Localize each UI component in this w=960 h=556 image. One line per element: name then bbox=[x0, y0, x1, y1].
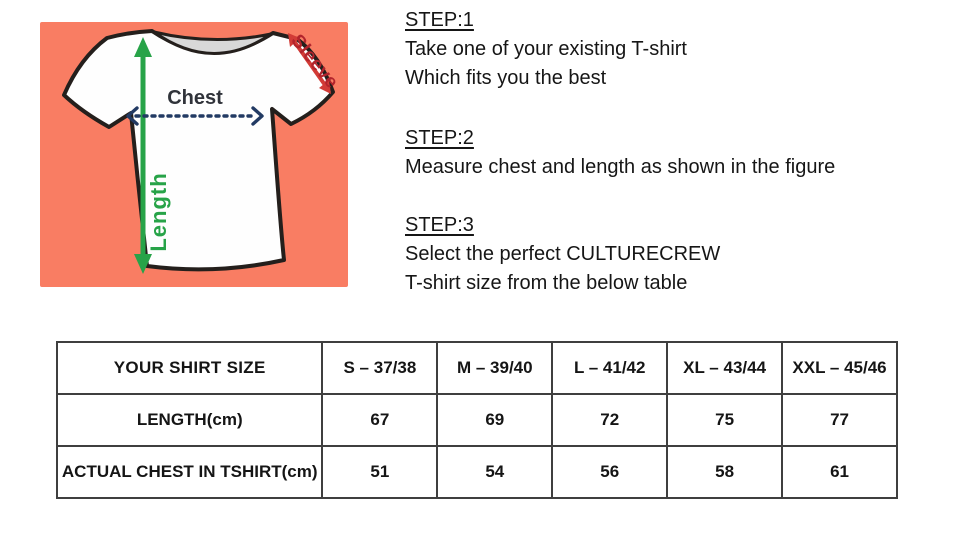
row-label-chest: ACTUAL CHEST IN TSHIRT(cm) bbox=[57, 446, 322, 498]
step-3-heading: STEP:3 bbox=[405, 214, 474, 236]
chest-xxl: 61 bbox=[782, 446, 897, 498]
step-2-line-1: Measure chest and length as shown in the figure bbox=[405, 156, 836, 178]
step-1-heading: STEP:1 bbox=[405, 9, 474, 31]
chest-m: 54 bbox=[437, 446, 552, 498]
chest-s: 51 bbox=[322, 446, 437, 498]
step-1-line-2: Which fits you the best bbox=[405, 67, 607, 89]
tshirt-body bbox=[64, 31, 333, 269]
step-1 bbox=[405, 6, 950, 93]
step-3 bbox=[405, 211, 950, 298]
header-size-m: M – 39/40 bbox=[437, 342, 552, 394]
length-s: 67 bbox=[322, 394, 437, 446]
chest-label: Chest bbox=[167, 87, 223, 109]
header-size-s: S – 37/38 bbox=[322, 342, 437, 394]
table-header-row bbox=[57, 342, 897, 394]
header-size-xxl: XXL – 45/46 bbox=[782, 342, 897, 394]
header-your-shirt-size: YOUR SHIRT SIZE bbox=[57, 342, 322, 394]
size-table-container bbox=[56, 341, 898, 499]
row-label-length: LENGTH(cm) bbox=[57, 394, 322, 446]
length-l: 72 bbox=[552, 394, 667, 446]
length-xl: 75 bbox=[667, 394, 782, 446]
step-2 bbox=[405, 124, 950, 182]
sleeve-label: Sleeve bbox=[286, 30, 343, 93]
tshirt-illustration bbox=[40, 22, 348, 287]
chest-l: 56 bbox=[552, 446, 667, 498]
length-xxl: 77 bbox=[782, 394, 897, 446]
size-table bbox=[56, 341, 898, 499]
table-row-chest bbox=[57, 446, 897, 498]
length-m: 69 bbox=[437, 394, 552, 446]
step-3-line-1: Select the perfect CULTURECREW bbox=[405, 243, 721, 265]
step-2-heading: STEP:2 bbox=[405, 127, 474, 149]
header-size-l: L – 41/42 bbox=[552, 342, 667, 394]
chest-xl: 58 bbox=[667, 446, 782, 498]
length-label: Length bbox=[145, 172, 171, 252]
header-size-xl: XL – 43/44 bbox=[667, 342, 782, 394]
table-row-length bbox=[57, 394, 897, 446]
step-1-line-1: Take one of your existing T-shirt bbox=[405, 38, 687, 60]
step-3-line-2: T-shirt size from the below table bbox=[405, 272, 688, 294]
tshirt-figure-panel bbox=[40, 22, 348, 287]
